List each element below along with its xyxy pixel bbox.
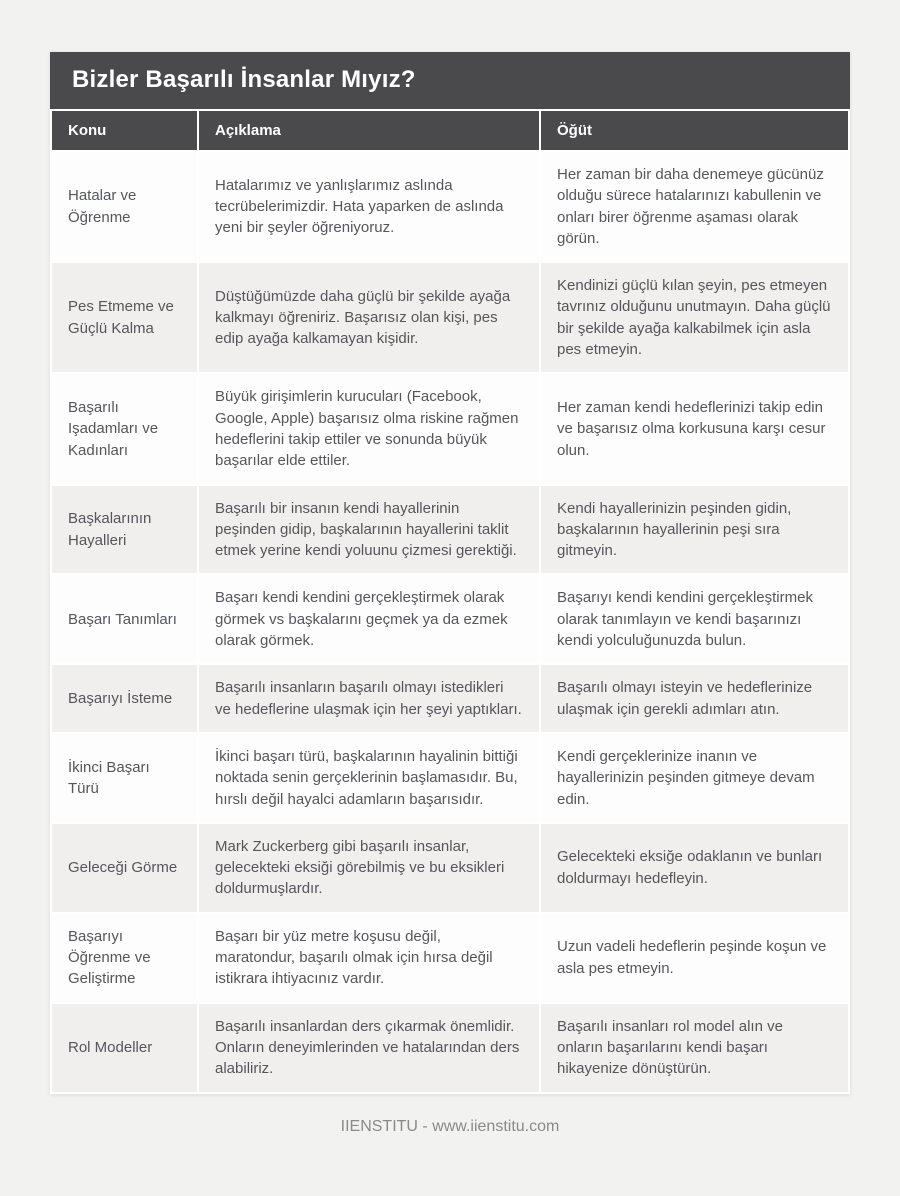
- cell-konu: Rol Modeller: [52, 1004, 197, 1092]
- cell-aciklama: Başarı kendi kendini gerçekleştirmek olarak görmek vs başkalarını geçmek ya da ezmek olarak görmek.: [199, 575, 539, 663]
- table-row: [52, 1004, 848, 1092]
- cell-aciklama: Başarılı insanların başarılı olmayı istedikleri ve hedeflerine ulaşmak için her şeyi yaptıkları.: [199, 665, 539, 732]
- cell-ogut: Kendinizi güçlü kılan şeyin, pes etmeyen tavrınız olduğunu unutmayın. Daha güçlü bir şekilde ayağa kalkabilmek için asla pes etmeyin.: [541, 263, 848, 372]
- column-header-0: Konu: [52, 111, 197, 150]
- table-header-row: [52, 111, 848, 150]
- cell-ogut: Başarıyı kendi kendini gerçekleştirmek olarak tanımlayın ve kendi başarınızı kendi yolculuğunuzda bulun.: [541, 575, 848, 663]
- cell-konu: Geleceği Görme: [52, 824, 197, 912]
- cell-aciklama: Hatalarımız ve yanlışlarımız aslında tecrübelerimizdir. Hata yaparken de aslında yeni bir şeyler öğreniyoruz.: [199, 152, 539, 261]
- cell-ogut: Başarılı olmayı isteyin ve hedeflerinize ulaşmak için gerekli adımları atın.: [541, 665, 848, 732]
- cell-aciklama: Başarı bir yüz metre koşusu değil, maratondur, başarılı olmak için hırsa değil istikrara ihtiyacınız vardır.: [199, 914, 539, 1002]
- footer-text: IIENSTITU - www.iienstitu.com: [340, 1117, 560, 1135]
- cell-konu: Başarıyı İsteme: [52, 665, 197, 732]
- footer: [50, 1118, 850, 1136]
- table-row: [52, 824, 848, 912]
- cell-konu: Başarı Tanımları: [52, 575, 197, 663]
- cell-ogut: Başarılı insanları rol model alın ve onların başarılarını kendi başarı hikayenize dönüştürün.: [541, 1004, 848, 1092]
- table-row: [52, 486, 848, 574]
- cell-konu: Pes Etmeme ve Güçlü Kalma: [52, 263, 197, 372]
- cell-ogut: Her zaman kendi hedeflerinizi takip edin ve başarısız olma korkusuna karşı cesur olun.: [541, 374, 848, 483]
- cell-konu: Hatalar ve Öğrenme: [52, 152, 197, 261]
- cell-aciklama: Başarılı insanlardan ders çıkarmak önemlidir. Onların deneyimlerinden ve hatalarından ders alabiliriz.: [199, 1004, 539, 1092]
- table-row: [52, 575, 848, 663]
- cell-ogut: Kendi gerçeklerinize inanın ve hayallerinizin peşinden gitmeye devam edin.: [541, 734, 848, 822]
- table-row: [52, 914, 848, 1002]
- title-bar: [50, 52, 850, 109]
- cell-konu: İkinci Başarı Türü: [52, 734, 197, 822]
- cell-ogut: Gelecekteki eksiğe odaklanın ve bunları doldurmayı hedefleyin.: [541, 824, 848, 912]
- page-title: Bizler Başarılı İnsanlar Mıyız?: [72, 66, 416, 93]
- cell-aciklama: Büyük girişimlerin kurucuları (Facebook, Google, Apple) başarısız olma riskine rağmen hedeflerini takip ettiler ve sonunda büyük başarılar elde ettiler.: [199, 374, 539, 483]
- cell-konu: Başarılı Işadamları ve Kadınları: [52, 374, 197, 483]
- content-table: [50, 109, 850, 1094]
- cell-konu: Başarıyı Öğrenme ve Geliştirme: [52, 914, 197, 1002]
- table-row: [52, 152, 848, 261]
- cell-ogut: Her zaman bir daha denemeye gücünüz olduğu sürece hatalarınızı kabullenin ve onları birer öğrenme aşaması olarak görün.: [541, 152, 848, 261]
- column-header-1: Açıklama: [199, 111, 539, 150]
- cell-konu: Başkalarının Hayalleri: [52, 486, 197, 574]
- cell-aciklama: Düştüğümüzde daha güçlü bir şekilde ayağa kalkmayı öğreniriz. Başarısız olan kişi, pes edip ayağa kalkamayan kişidir.: [199, 263, 539, 372]
- cell-ogut: Kendi hayallerinizin peşinden gidin, başkalarının hayallerinin peşi sıra gitmeyin.: [541, 486, 848, 574]
- cell-aciklama: Başarılı bir insanın kendi hayallerinin peşinden gidip, başkalarının hayallerini taklit etmek yerine kendi yoluunu çizmesi gerektiği.: [199, 486, 539, 574]
- table-row: [52, 263, 848, 372]
- table-row: [52, 734, 848, 822]
- table-row: [52, 374, 848, 483]
- table-row: [52, 665, 848, 732]
- table-body: [52, 152, 848, 1092]
- cell-aciklama: Mark Zuckerberg gibi başarılı insanlar, gelecekteki eksiği görebilmiş ve bu eksikleri doldurmuşlardır.: [199, 824, 539, 912]
- table-card: [50, 52, 850, 1094]
- column-header-2: Öğüt: [541, 111, 848, 150]
- cell-aciklama: İkinci başarı türü, başkalarının hayalinin bittiği noktada senin gerçeklerinin başlamasıdır. Bu, hırslı değil hayalci adamların başarısıdır.: [199, 734, 539, 822]
- cell-ogut: Uzun vadeli hedeflerin peşinde koşun ve asla pes etmeyin.: [541, 914, 848, 1002]
